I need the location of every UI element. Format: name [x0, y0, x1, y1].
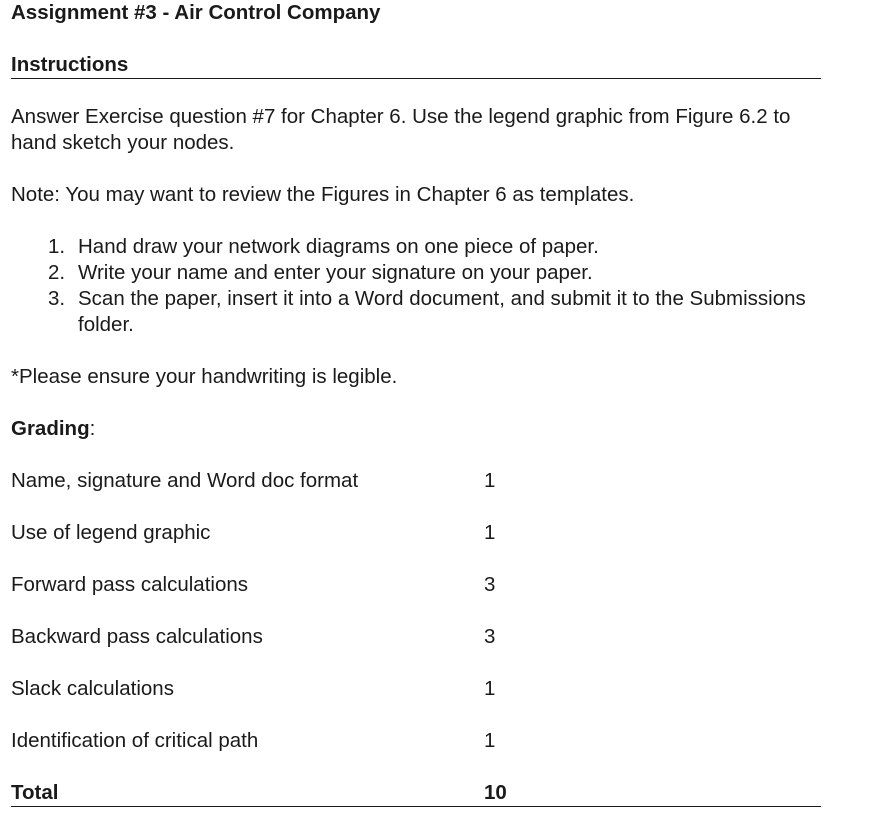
exercise-paragraph: Answer Exercise question #7 for Chapter 6. Use the legend graphic from Figure 6.2 to hand sketch your nodes.	[11, 105, 791, 154]
steps-list	[11, 234, 821, 338]
grading-criterion: Slack calculations	[11, 677, 174, 700]
step-text: Scan the paper, insert it into a Word document, and submit it to the Submissions folder.	[78, 287, 806, 336]
grading-points: 1	[484, 729, 496, 752]
grading-criterion: Use of legend graphic	[11, 521, 211, 544]
grading-points: 3	[484, 573, 496, 596]
total-points: 10	[484, 781, 507, 804]
step-number: 3.	[48, 287, 66, 310]
step-item	[11, 234, 821, 260]
grading-label: Grading	[11, 417, 90, 440]
note-paragraph: Note: You may want to review the Figures in Chapter 6 as templates.	[11, 183, 635, 206]
document-page	[11, 0, 821, 807]
grading-points: 1	[484, 469, 496, 492]
document-title: Assignment #3 - Air Control Company	[11, 1, 381, 24]
step-number: 1.	[48, 235, 66, 258]
grading-total-row	[11, 780, 821, 807]
step-item	[11, 260, 821, 286]
grading-criterion: Identification of critical path	[11, 729, 259, 752]
legibility-note: *Please ensure your handwriting is legible.	[11, 365, 398, 388]
grading-heading	[11, 416, 821, 442]
grading-row	[11, 468, 821, 494]
grading-row	[11, 728, 821, 754]
grading-row	[11, 676, 821, 702]
instructions-heading: Instructions	[11, 52, 821, 79]
grading-criterion: Name, signature and Word doc format	[11, 469, 359, 492]
grading-criterion: Forward pass calculations	[11, 573, 248, 596]
grading-row	[11, 520, 821, 546]
grading-points: 1	[484, 677, 496, 700]
grading-colon: :	[89, 417, 96, 440]
grading-criterion: Backward pass calculations	[11, 625, 263, 648]
grading-row	[11, 624, 821, 650]
step-text: Write your name and enter your signature on your paper.	[78, 261, 593, 284]
total-label: Total	[11, 781, 59, 804]
grading-points: 3	[484, 625, 496, 648]
step-number: 2.	[48, 261, 66, 284]
step-text: Hand draw your network diagrams on one piece of paper.	[78, 235, 599, 258]
grading-row	[11, 572, 821, 598]
grading-points: 1	[484, 521, 496, 544]
step-item	[11, 286, 821, 338]
